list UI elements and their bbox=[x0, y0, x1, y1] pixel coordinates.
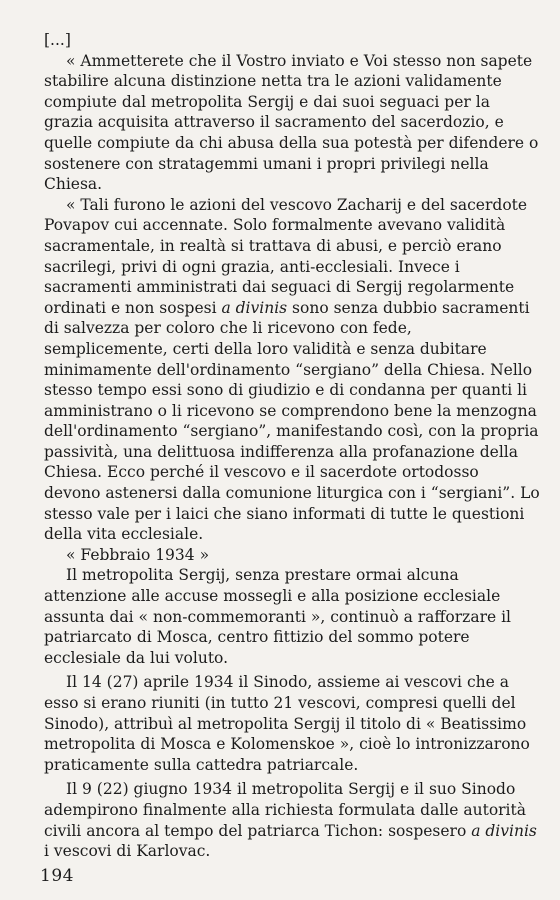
body-text bbox=[44, 30, 540, 862]
omission-marker: [...] bbox=[44, 31, 71, 49]
paragraph-quote-1 bbox=[44, 51, 540, 195]
italic-term: a divinis bbox=[471, 821, 537, 840]
italic-term: a divinis bbox=[221, 298, 288, 317]
paragraph-text: i vescovi di Karlovac. bbox=[44, 842, 211, 861]
paragraph-text: « Tali furono le azioni del vescovo Zacharij e del sacerdote Povapov cui accennate. Solo formalmente avevano validità sacramentale, in realtà si trattava di abusi, e perciò erano sacrilegi, privi di ogni grazia, anti-ecclesiali. Invece i sacramenti amministrati dai seguaci di Sergij regolarmente ordinati e non sospesi bbox=[44, 195, 528, 317]
paragraph-narrative-3 bbox=[44, 779, 540, 861]
paragraph-text: Il 9 (22) giugno 1934 il metropolita Sergij e il suo Sinodo adempirono finalmente alla richiesta formulata dalle autorità civili ancora al tempo del patriarca Tichon: sospesero bbox=[44, 780, 526, 840]
page-number: 194 bbox=[40, 866, 74, 886]
paragraph-narrative-1: Il metropolita Sergij, senza prestare ormai alcuna attenzione alle accuse mossegli e alla posizione ecclesiale assunta dai « non-commemoranti », continuò a rafforzare il patriarcato di Mosca, centro fittizio del sommo potere ecclesiale da lui voluto. bbox=[44, 566, 512, 667]
paragraph-text: sono senza dubbio sacramenti di salvezza per coloro che li ricevono con fede, semplicemente, certi della loro validità e senza dubitare minimamente dell'ordinamento “sergiano” della Chiesa. Nello stesso tempo essi sono di giudizio e di condanna per quanti li amministrano o li ricevono se comprendono bene la menzogna dell'ordinamento “sergiano”, manifestando così, con la propria passività, una delittuosa indifferenza alla profanazione della Chiesa. Ecco perché il vescovo e il sacerdote ortodosso devono astenersi dalla comunione liturgica con i “sergiani”. Lo stesso vale per i laici che siano informati di tutte le questioni della vita ecclesiale. bbox=[44, 298, 540, 544]
paragraph-narrative-2: Il 14 (27) aprile 1934 il Sinodo, assieme ai vescovi che a esso si erano riuniti (in tutto 21 vescovi, compresi quelli del Sinodo), attribuì al metropolita Sergij il titolo di « Beatissimo metropolita di Mosca e Kolomenskoe », cioè lo intronizzarono praticamente sulla cattedra patriarcale. bbox=[44, 673, 530, 774]
paragraph-quote-2 bbox=[44, 195, 540, 545]
paragraph-text: « Ammetterete che il Vostro inviato e Voi stesso non sapete stabilire alcuna distinzione netta tra le azioni validamente compiute dal metropolita Sergij e dai suoi seguaci per la grazia acquisita attraverso il sacramento del sacerdozio, e quelle compiute da chi abusa della sua potestà per difendere o sostenere con stratagemmi umani i propri privilegi nella Chiesa. bbox=[44, 51, 539, 194]
quote-date: « Febbraio 1934 » bbox=[66, 545, 210, 564]
